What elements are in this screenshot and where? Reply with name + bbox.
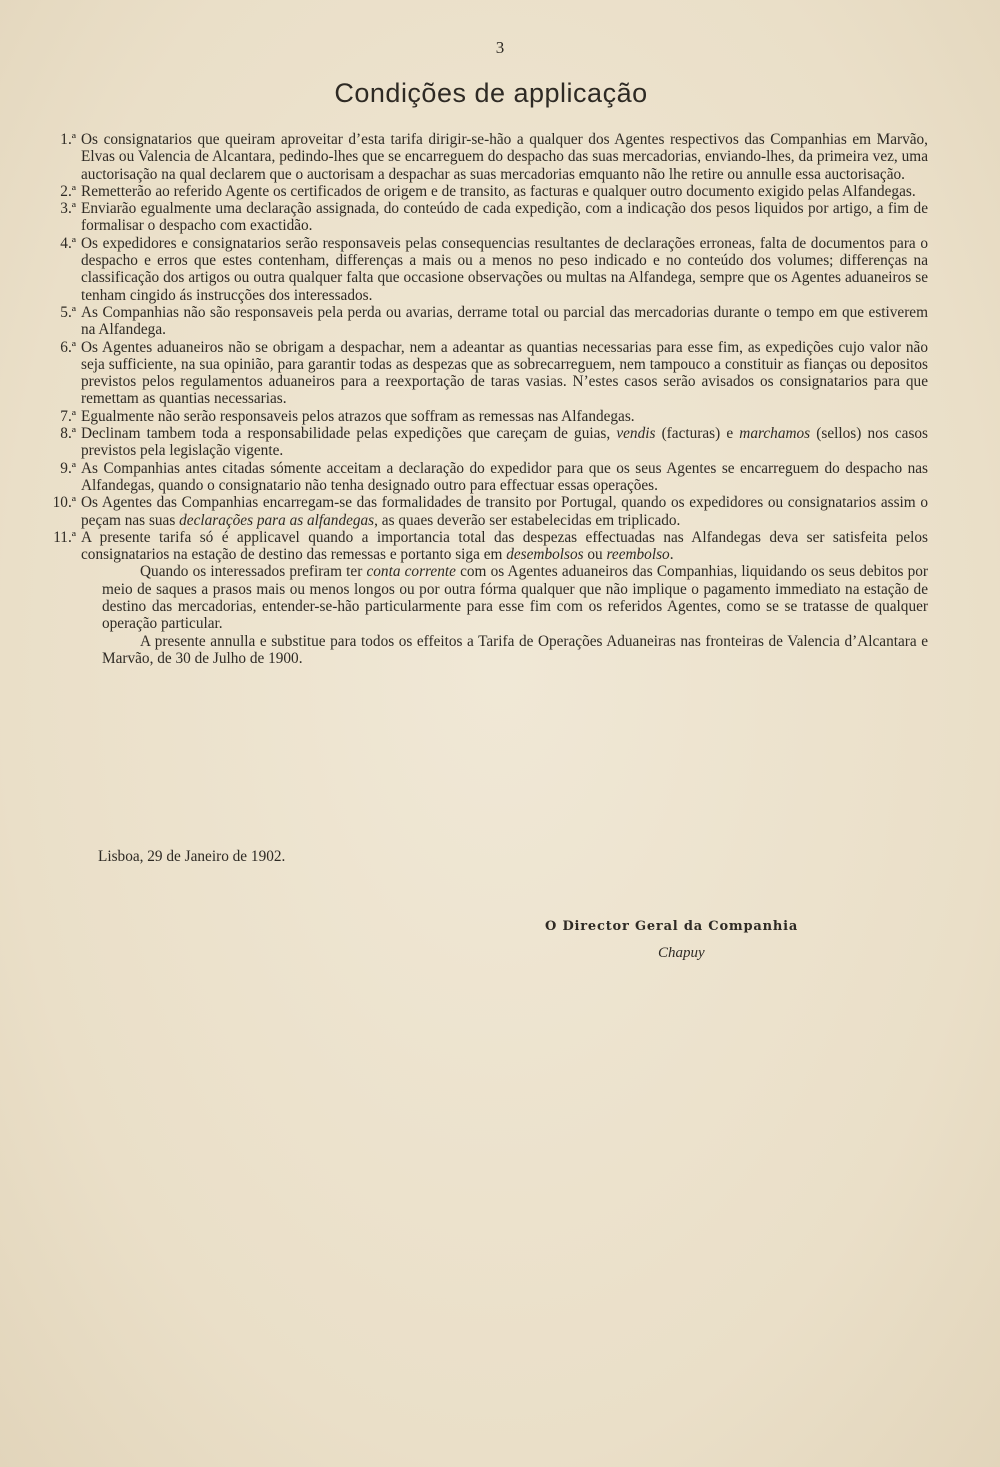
page-title: Condições de applicação: [334, 78, 648, 108]
clause-number: 7.ª: [60, 407, 76, 425]
clause-number: 2.ª: [60, 182, 76, 200]
clause-text: [81, 425, 928, 460]
clause-number: 9.ª: [60, 459, 76, 477]
clause-text: Os consignatarios que queiram aproveitar d’esta tarifa dirigir-se-hão a qualquer dos Agentes respectivos das Companhias em Marvão, Elvas ou Valencia de Alcantara, pedindo-lhes que se encarreguem do despacho das suas mercadorias, enviando-lhes, da primeira vez, uma auctorisação na qual declarem que o auctorisam a despachar as suas mercadorias emquanto não lhe retire ou annulle essa auctorisação.: [81, 131, 928, 183]
italic-term: marchamos: [739, 425, 811, 443]
clause-text: Enviarão egualmente uma declaração assignada, do conteúdo de cada expedição, com a indicação dos pesos liquidos por artigo, a fim de formalisar o despacho com exactidão.: [81, 200, 928, 235]
italic-term: vendis: [616, 425, 656, 443]
conta-corrente-paragraph: [48, 563, 928, 632]
signature: Chapuy: [658, 945, 705, 961]
clause-6: [48, 339, 928, 408]
clause-text: Os Agentes aduaneiros não se obrigam a despachar, nem a adeantar as quantias necessarias para esse fim, as expedições cujo valor não seja sufficiente, na sua opinião, para garantir todas as despezas que as sobrecarreguem, nem tampouco a constituir as fianças ou depositos previstos pelos regulamentos aduaneiros para a reexportação de taras vasias. N’estes casos serão avisados os consignatarios para que remettam as quantias necessarias.: [81, 338, 928, 408]
place-date: Lisboa, 29 de Janeiro de 1902.: [98, 848, 286, 865]
clause-2: [48, 183, 928, 200]
clause-text: Os expedidores e consignatarios serão responsaveis pelas consequencias resultantes de declarações erroneas, falta de documentos para o despacho e erros que estes contenham, differenças a mais ou a menos no peso indicado e no conteúdo dos volumes; differenças na classificação dos artigos ou outra qualquer falta que occasione observações ou multas na Alfandega, sempre que os Agentes aduaneiros se tenham cingido ás instrucções dos interessados.: [81, 234, 928, 304]
clause-number: 1.ª: [60, 131, 76, 148]
signatory-title: O Director Geral da Companhia: [545, 919, 799, 934]
paragraph-text-part: com os Agentes aduaneiros das Companhias, liquidando os seus debitos por meio de saques a prasos mais ou menos longos ou por outra fórma qualquer que não implique o pagamento immediato na estação de destino das mercadorias, entender-se-hão particularmente para esse fim com os referidos Agentes, como se se tratasse de qualquer operação particular.: [102, 563, 928, 633]
clause-text-part: Declinam tambem toda a responsabilidade pelas expedições que careçam de guias,: [81, 425, 617, 443]
clause-text-part: ou: [583, 546, 607, 564]
clause-4: [48, 235, 928, 304]
clause-8: [48, 425, 928, 460]
clause-1: [48, 131, 928, 183]
clause-text-part: .: [669, 546, 674, 564]
clause-text: As Companhias não são responsaveis pela perda ou avarias, derrame total ou parcial das mercadorias durante o tempo em que estiverem na Alfandega.: [81, 303, 928, 339]
clause-text-part: (sellos) nos casos previstos pela legislação vigente.: [81, 425, 929, 460]
italic-term: conta corrente: [366, 563, 456, 581]
clause-text-part: A presente tarifa só é applicavel quando a importancia total das despezas effectuadas nas Alfandegas deva ser satisfeita pelos consignatarios na estação de destino das remessas e portanto siga em: [81, 528, 928, 564]
page-number: 3: [495, 38, 505, 57]
clause-number: 10.ª: [52, 494, 76, 512]
clause-number: 5.ª: [60, 303, 76, 321]
clause-5: [48, 304, 928, 339]
italic-term: declarações para as alfandegas: [179, 511, 375, 529]
clause-text: [81, 529, 928, 564]
clause-text-part: Os Agentes das Companhias encarregam-se das formalidades de transito por Portugal, quando os expedidores ou consignatarios assim o peçam nas suas: [81, 494, 928, 529]
clause-text: [81, 494, 928, 529]
clause-3: [48, 200, 928, 235]
paragraph-text-part: Quando os interessados prefiram ter: [140, 563, 367, 581]
clause-9: [48, 460, 928, 495]
clause-7: [48, 408, 928, 425]
clause-number: 6.ª: [60, 338, 76, 356]
clause-number: 4.ª: [60, 234, 76, 252]
clause-number: 3.ª: [60, 200, 76, 218]
clause-number: 8.ª: [60, 425, 76, 443]
italic-term: desembolsos: [506, 546, 584, 564]
clause-number: 11.ª: [53, 528, 76, 546]
clause-11: [48, 529, 928, 564]
clause-text: Remetterão ao referido Agente os certificados de origem e de transito, as facturas e qualquer outro documento exigido pelas Alfandegas.: [81, 182, 916, 200]
clause-text: As Companhias antes citadas sómente acceitam a declaração do expedidor para que os seus Agentes se encarreguem do despacho nas Alfandegas, quando o consignatario não tenha designado outro para effectuar essas operações.: [81, 459, 928, 494]
clause-10: [48, 494, 928, 529]
annulment-paragraph: A presente annulla e substitue para todos os effeitos a Tarifa de Operações Aduaneiras nas fronteiras de Valencia d’Alcantara e Marvão, de 30 de Julho de 1900.: [102, 632, 928, 667]
italic-term: reembolso: [606, 546, 670, 564]
conditions-body: [48, 131, 928, 667]
clause-text: Egualmente não serão responsaveis pelos atrazos que soffram as remessas nas Alfandegas.: [81, 407, 635, 425]
clause-text-part: (facturas) e: [655, 425, 740, 443]
clause-text-part: , as quaes deverão ser estabelecidas em triplicado.: [374, 511, 681, 529]
